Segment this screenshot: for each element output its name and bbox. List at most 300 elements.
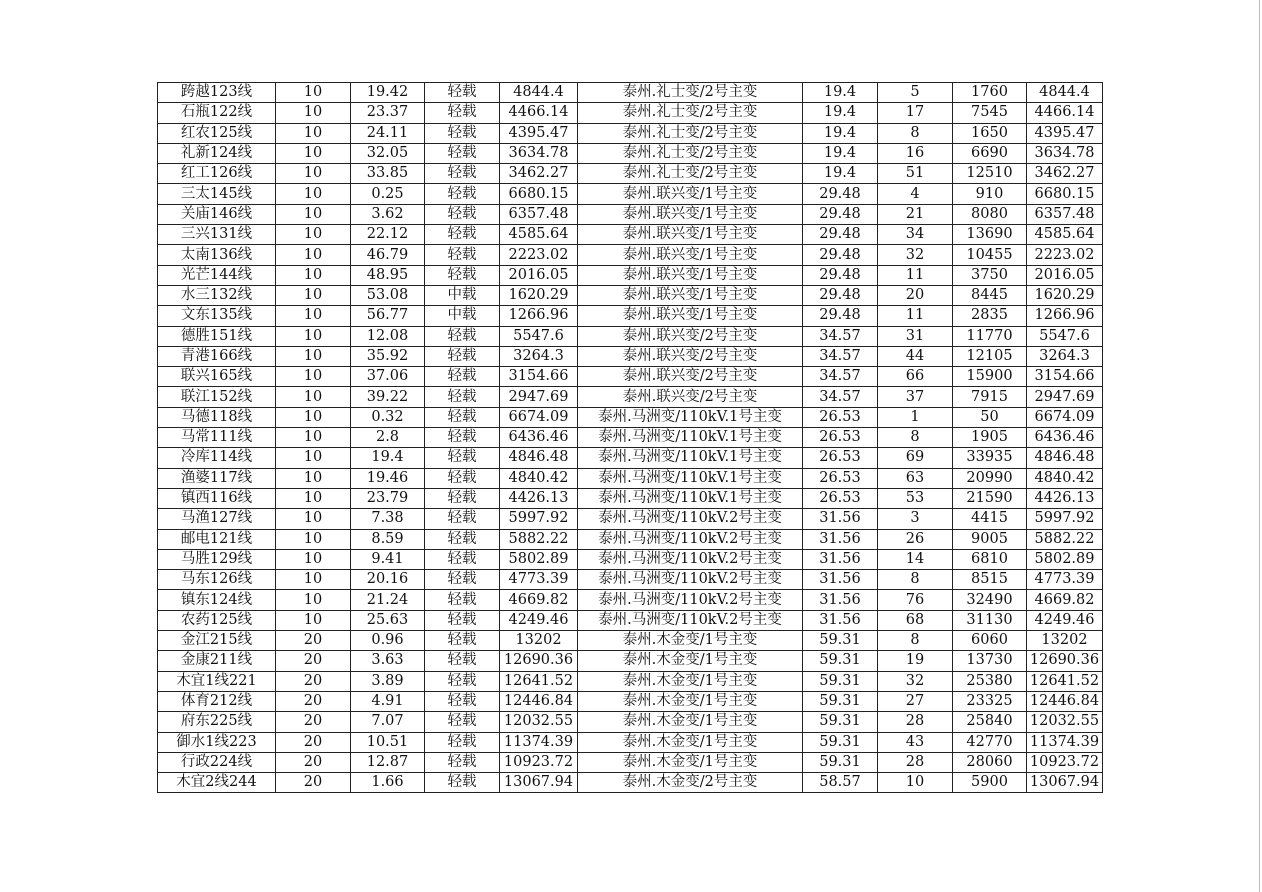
cell-customer-count: 5: [878, 83, 953, 103]
cell-load-status: 轻载: [425, 225, 500, 245]
cell-line-name: 木宜2线244: [158, 773, 276, 793]
cell-remaining-capacity: 4844.4: [500, 83, 578, 103]
cell-available-capacity: 12690.36: [1027, 651, 1103, 671]
cell-transformer-load: 31.56: [803, 590, 878, 610]
cell-transformer-load: 34.57: [803, 387, 878, 407]
cell-load-status: 轻载: [425, 752, 500, 772]
cell-customer-count: 16: [878, 143, 953, 163]
cell-remaining-capacity: 4585.64: [500, 225, 578, 245]
cell-remaining-capacity: 1266.96: [500, 306, 578, 326]
cell-capacity: 2835: [953, 306, 1027, 326]
cell-capacity: 7545: [953, 103, 1027, 123]
cell-load-rate: 35.92: [351, 346, 425, 366]
cell-load-status: 轻载: [425, 488, 500, 508]
cell-transformer-load: 59.31: [803, 631, 878, 651]
cell-transformer-load: 26.53: [803, 428, 878, 448]
cell-customer-count: 26: [878, 529, 953, 549]
cell-line-name: 文东135线: [158, 306, 276, 326]
cell-voltage: 20: [276, 773, 351, 793]
cell-customer-count: 43: [878, 732, 953, 752]
cell-transformer: 泰州.联兴变/2号主变: [578, 387, 803, 407]
cell-load-status: 轻载: [425, 245, 500, 265]
cell-capacity: 3750: [953, 265, 1027, 285]
cell-transformer: 泰州.木金变/1号主变: [578, 671, 803, 691]
cell-line-name: 马德118线: [158, 407, 276, 427]
cell-available-capacity: 3634.78: [1027, 143, 1103, 163]
cell-transformer: 泰州.马洲变/110kV.2号主变: [578, 509, 803, 529]
cell-available-capacity: 5547.6: [1027, 326, 1103, 346]
cell-remaining-capacity: 11374.39: [500, 732, 578, 752]
table-row: [158, 164, 1103, 184]
cell-voltage: 10: [276, 367, 351, 387]
cell-remaining-capacity: 5882.22: [500, 529, 578, 549]
cell-voltage: 10: [276, 123, 351, 143]
cell-available-capacity: 5997.92: [1027, 509, 1103, 529]
cell-transformer-load: 19.4: [803, 103, 878, 123]
cell-voltage: 20: [276, 651, 351, 671]
cell-line-name: 镇西116线: [158, 488, 276, 508]
cell-available-capacity: 3264.3: [1027, 346, 1103, 366]
table-row: [158, 387, 1103, 407]
cell-load-rate: 21.24: [351, 590, 425, 610]
cell-remaining-capacity: 3264.3: [500, 346, 578, 366]
cell-line-name: 马渔127线: [158, 509, 276, 529]
cell-remaining-capacity: 5547.6: [500, 326, 578, 346]
cell-available-capacity: 1620.29: [1027, 285, 1103, 305]
cell-load-rate: 7.07: [351, 712, 425, 732]
table-row: [158, 509, 1103, 529]
cell-load-rate: 19.4: [351, 448, 425, 468]
cell-transformer-load: 19.4: [803, 164, 878, 184]
cell-load-status: 轻载: [425, 773, 500, 793]
cell-voltage: 10: [276, 529, 351, 549]
cell-customer-count: 28: [878, 712, 953, 732]
cell-load-status: 轻载: [425, 570, 500, 590]
table-row: [158, 549, 1103, 569]
cell-available-capacity: 6436.46: [1027, 428, 1103, 448]
cell-load-rate: 10.51: [351, 732, 425, 752]
cell-available-capacity: 6357.48: [1027, 204, 1103, 224]
cell-load-rate: 9.41: [351, 549, 425, 569]
cell-transformer-load: 29.48: [803, 265, 878, 285]
cell-load-status: 轻载: [425, 631, 500, 651]
cell-voltage: 10: [276, 468, 351, 488]
cell-load-rate: 12.87: [351, 752, 425, 772]
table-row: [158, 529, 1103, 549]
cell-transformer-load: 26.53: [803, 488, 878, 508]
cell-load-rate: 23.37: [351, 103, 425, 123]
cell-voltage: 10: [276, 346, 351, 366]
cell-voltage: 10: [276, 610, 351, 630]
cell-line-name: 德胜151线: [158, 326, 276, 346]
cell-load-rate: 25.63: [351, 610, 425, 630]
cell-transformer: 泰州.木金变/1号主变: [578, 712, 803, 732]
table-row: [158, 407, 1103, 427]
cell-voltage: 10: [276, 549, 351, 569]
cell-transformer: 泰州.木金变/2号主变: [578, 773, 803, 793]
table-row: [158, 590, 1103, 610]
table-row: [158, 671, 1103, 691]
cell-available-capacity: 4395.47: [1027, 123, 1103, 143]
cell-transformer-load: 19.4: [803, 123, 878, 143]
cell-line-name: 渔婆117线: [158, 468, 276, 488]
cell-load-rate: 12.08: [351, 326, 425, 346]
table-row: [158, 204, 1103, 224]
cell-load-status: 轻载: [425, 712, 500, 732]
table-row: [158, 103, 1103, 123]
cell-transformer: 泰州.马洲变/110kV.2号主变: [578, 549, 803, 569]
cell-voltage: 10: [276, 306, 351, 326]
cell-available-capacity: 4773.39: [1027, 570, 1103, 590]
cell-line-name: 礼新124线: [158, 143, 276, 163]
cell-line-name: 光芒144线: [158, 265, 276, 285]
cell-available-capacity: 5882.22: [1027, 529, 1103, 549]
cell-transformer-load: 29.48: [803, 245, 878, 265]
table-row: [158, 691, 1103, 711]
cell-load-status: 轻载: [425, 509, 500, 529]
cell-transformer: 泰州.联兴变/1号主变: [578, 265, 803, 285]
table-row: [158, 367, 1103, 387]
cell-customer-count: 27: [878, 691, 953, 711]
cell-transformer-load: 59.31: [803, 651, 878, 671]
cell-transformer: 泰州.木金变/1号主变: [578, 691, 803, 711]
cell-transformer-load: 29.48: [803, 285, 878, 305]
cell-remaining-capacity: 4773.39: [500, 570, 578, 590]
cell-load-rate: 32.05: [351, 143, 425, 163]
cell-load-rate: 22.12: [351, 225, 425, 245]
cell-load-status: 轻载: [425, 671, 500, 691]
cell-load-status: 轻载: [425, 367, 500, 387]
cell-load-status: 轻载: [425, 529, 500, 549]
cell-transformer-load: 34.57: [803, 367, 878, 387]
cell-transformer: 泰州.马洲变/110kV.1号主变: [578, 407, 803, 427]
cell-remaining-capacity: 3634.78: [500, 143, 578, 163]
cell-transformer-load: 59.31: [803, 712, 878, 732]
cell-load-status: 轻载: [425, 610, 500, 630]
cell-capacity: 21590: [953, 488, 1027, 508]
cell-capacity: 8515: [953, 570, 1027, 590]
cell-capacity: 13730: [953, 651, 1027, 671]
cell-voltage: 20: [276, 671, 351, 691]
cell-transformer: 泰州.马洲变/110kV.2号主变: [578, 570, 803, 590]
cell-customer-count: 76: [878, 590, 953, 610]
cell-transformer: 泰州.联兴变/2号主变: [578, 326, 803, 346]
cell-load-status: 轻载: [425, 143, 500, 163]
cell-transformer-load: 31.56: [803, 509, 878, 529]
cell-transformer-load: 19.4: [803, 83, 878, 103]
cell-remaining-capacity: 12641.52: [500, 671, 578, 691]
cell-load-rate: 4.91: [351, 691, 425, 711]
cell-line-name: 马胜129线: [158, 549, 276, 569]
cell-load-status: 轻载: [425, 184, 500, 204]
cell-transformer-load: 34.57: [803, 346, 878, 366]
cell-available-capacity: 2016.05: [1027, 265, 1103, 285]
cell-load-rate: 19.46: [351, 468, 425, 488]
cell-voltage: 10: [276, 590, 351, 610]
cell-transformer: 泰州.马洲变/110kV.1号主变: [578, 428, 803, 448]
cell-remaining-capacity: 1620.29: [500, 285, 578, 305]
cell-voltage: 10: [276, 387, 351, 407]
cell-capacity: 9005: [953, 529, 1027, 549]
cell-available-capacity: 2947.69: [1027, 387, 1103, 407]
cell-line-name: 红农125线: [158, 123, 276, 143]
cell-load-rate: 7.38: [351, 509, 425, 529]
cell-voltage: 20: [276, 691, 351, 711]
cell-customer-count: 53: [878, 488, 953, 508]
cell-customer-count: 8: [878, 123, 953, 143]
cell-load-status: 轻载: [425, 326, 500, 346]
cell-load-status: 轻载: [425, 448, 500, 468]
cell-voltage: 10: [276, 103, 351, 123]
table-body: [158, 83, 1103, 793]
cell-remaining-capacity: 13202: [500, 631, 578, 651]
cell-capacity: 12105: [953, 346, 1027, 366]
cell-available-capacity: 13067.94: [1027, 773, 1103, 793]
cell-load-rate: 0.32: [351, 407, 425, 427]
cell-voltage: 10: [276, 285, 351, 305]
cell-load-rate: 0.96: [351, 631, 425, 651]
cell-capacity: 50: [953, 407, 1027, 427]
table-row: [158, 285, 1103, 305]
cell-transformer: 泰州.木金变/1号主变: [578, 651, 803, 671]
cell-remaining-capacity: 2016.05: [500, 265, 578, 285]
cell-customer-count: 14: [878, 549, 953, 569]
cell-line-name: 水三132线: [158, 285, 276, 305]
cell-transformer-load: 19.4: [803, 143, 878, 163]
cell-transformer: 泰州.联兴变/1号主变: [578, 204, 803, 224]
feeder-load-table: [157, 82, 1103, 793]
cell-remaining-capacity: 6357.48: [500, 204, 578, 224]
cell-capacity: 28060: [953, 752, 1027, 772]
cell-load-status: 中载: [425, 285, 500, 305]
cell-remaining-capacity: 4426.13: [500, 488, 578, 508]
cell-capacity: 31130: [953, 610, 1027, 630]
table-row: [158, 326, 1103, 346]
cell-remaining-capacity: 13067.94: [500, 773, 578, 793]
cell-capacity: 42770: [953, 732, 1027, 752]
cell-load-status: 轻载: [425, 387, 500, 407]
cell-transformer-load: 29.48: [803, 306, 878, 326]
cell-load-rate: 3.62: [351, 204, 425, 224]
cell-load-status: 轻载: [425, 468, 500, 488]
cell-load-rate: 48.95: [351, 265, 425, 285]
cell-customer-count: 34: [878, 225, 953, 245]
cell-line-name: 联江152线: [158, 387, 276, 407]
cell-customer-count: 28: [878, 752, 953, 772]
cell-voltage: 10: [276, 326, 351, 346]
cell-transformer: 泰州.马洲变/110kV.1号主变: [578, 488, 803, 508]
cell-line-name: 三太145线: [158, 184, 276, 204]
cell-available-capacity: 6680.15: [1027, 184, 1103, 204]
cell-capacity: 25840: [953, 712, 1027, 732]
cell-customer-count: 8: [878, 428, 953, 448]
cell-line-name: 冷库114线: [158, 448, 276, 468]
cell-transformer: 泰州.马洲变/110kV.2号主变: [578, 590, 803, 610]
cell-load-rate: 2.8: [351, 428, 425, 448]
table-row: [158, 773, 1103, 793]
cell-transformer-load: 31.56: [803, 529, 878, 549]
cell-load-rate: 3.63: [351, 651, 425, 671]
cell-customer-count: 21: [878, 204, 953, 224]
cell-transformer: 泰州.礼士变/2号主变: [578, 123, 803, 143]
cell-remaining-capacity: 4466.14: [500, 103, 578, 123]
cell-customer-count: 32: [878, 671, 953, 691]
cell-customer-count: 31: [878, 326, 953, 346]
cell-transformer-load: 59.31: [803, 691, 878, 711]
cell-load-rate: 3.89: [351, 671, 425, 691]
cell-load-status: 轻载: [425, 732, 500, 752]
cell-transformer: 泰州.木金变/1号主变: [578, 631, 803, 651]
cell-capacity: 13690: [953, 225, 1027, 245]
cell-load-rate: 19.42: [351, 83, 425, 103]
cell-available-capacity: 4844.4: [1027, 83, 1103, 103]
cell-capacity: 1905: [953, 428, 1027, 448]
cell-available-capacity: 13202: [1027, 631, 1103, 651]
cell-transformer-load: 31.56: [803, 570, 878, 590]
cell-line-name: 石瓶122线: [158, 103, 276, 123]
cell-available-capacity: 4846.48: [1027, 448, 1103, 468]
cell-remaining-capacity: 2223.02: [500, 245, 578, 265]
cell-line-name: 三兴131线: [158, 225, 276, 245]
cell-transformer-load: 59.31: [803, 752, 878, 772]
table-row: [158, 225, 1103, 245]
cell-customer-count: 20: [878, 285, 953, 305]
table-row: [158, 346, 1103, 366]
cell-line-name: 马常111线: [158, 428, 276, 448]
cell-available-capacity: 12032.55: [1027, 712, 1103, 732]
cell-customer-count: 4: [878, 184, 953, 204]
cell-transformer: 泰州.联兴变/2号主变: [578, 367, 803, 387]
cell-available-capacity: 3462.27: [1027, 164, 1103, 184]
cell-load-rate: 1.66: [351, 773, 425, 793]
cell-remaining-capacity: 3462.27: [500, 164, 578, 184]
cell-load-status: 轻载: [425, 123, 500, 143]
cell-load-rate: 33.85: [351, 164, 425, 184]
table-row: [158, 570, 1103, 590]
cell-voltage: 10: [276, 488, 351, 508]
cell-load-status: 轻载: [425, 549, 500, 569]
cell-voltage: 20: [276, 752, 351, 772]
cell-remaining-capacity: 6436.46: [500, 428, 578, 448]
cell-line-name: 太南136线: [158, 245, 276, 265]
cell-available-capacity: 4249.46: [1027, 610, 1103, 630]
cell-remaining-capacity: 4249.46: [500, 610, 578, 630]
cell-available-capacity: 1266.96: [1027, 306, 1103, 326]
cell-customer-count: 63: [878, 468, 953, 488]
cell-line-name: 木宜1线221: [158, 671, 276, 691]
table-row: [158, 488, 1103, 508]
cell-transformer: 泰州.礼士变/2号主变: [578, 83, 803, 103]
cell-available-capacity: 6674.09: [1027, 407, 1103, 427]
cell-capacity: 8080: [953, 204, 1027, 224]
cell-transformer-load: 31.56: [803, 610, 878, 630]
cell-capacity: 1760: [953, 83, 1027, 103]
cell-voltage: 10: [276, 448, 351, 468]
cell-load-rate: 23.79: [351, 488, 425, 508]
cell-load-status: 轻载: [425, 651, 500, 671]
cell-voltage: 20: [276, 732, 351, 752]
cell-available-capacity: 4585.64: [1027, 225, 1103, 245]
cell-voltage: 10: [276, 204, 351, 224]
cell-load-rate: 53.08: [351, 285, 425, 305]
cell-customer-count: 10: [878, 773, 953, 793]
cell-transformer-load: 34.57: [803, 326, 878, 346]
cell-capacity: 1650: [953, 123, 1027, 143]
cell-load-status: 轻载: [425, 204, 500, 224]
cell-customer-count: 69: [878, 448, 953, 468]
cell-load-status: 轻载: [425, 83, 500, 103]
cell-line-name: 邮电121线: [158, 529, 276, 549]
cell-line-name: 府东225线: [158, 712, 276, 732]
table-row: [158, 265, 1103, 285]
cell-load-status: 轻载: [425, 428, 500, 448]
cell-customer-count: 44: [878, 346, 953, 366]
cell-line-name: 金江215线: [158, 631, 276, 651]
cell-voltage: 20: [276, 631, 351, 651]
cell-line-name: 马东126线: [158, 570, 276, 590]
cell-line-name: 联兴165线: [158, 367, 276, 387]
cell-customer-count: 19: [878, 651, 953, 671]
cell-transformer-load: 31.56: [803, 549, 878, 569]
cell-remaining-capacity: 2947.69: [500, 387, 578, 407]
table-row: [158, 752, 1103, 772]
cell-customer-count: 11: [878, 306, 953, 326]
cell-available-capacity: 2223.02: [1027, 245, 1103, 265]
cell-voltage: 10: [276, 83, 351, 103]
cell-remaining-capacity: 6674.09: [500, 407, 578, 427]
table-row: [158, 184, 1103, 204]
cell-transformer-load: 59.31: [803, 671, 878, 691]
cell-transformer: 泰州.联兴变/1号主变: [578, 245, 803, 265]
cell-voltage: 10: [276, 143, 351, 163]
cell-remaining-capacity: 4846.48: [500, 448, 578, 468]
cell-voltage: 10: [276, 509, 351, 529]
cell-capacity: 11770: [953, 326, 1027, 346]
cell-line-name: 金康211线: [158, 651, 276, 671]
cell-transformer-load: 59.31: [803, 732, 878, 752]
cell-load-status: 轻载: [425, 691, 500, 711]
cell-capacity: 20990: [953, 468, 1027, 488]
cell-transformer: 泰州.马洲变/110kV.2号主变: [578, 610, 803, 630]
cell-transformer: 泰州.礼士变/2号主变: [578, 103, 803, 123]
cell-transformer: 泰州.木金变/1号主变: [578, 752, 803, 772]
table-row: [158, 306, 1103, 326]
cell-transformer: 泰州.马洲变/110kV.1号主变: [578, 448, 803, 468]
cell-capacity: 7915: [953, 387, 1027, 407]
cell-transformer: 泰州.联兴变/1号主变: [578, 184, 803, 204]
table-row: [158, 468, 1103, 488]
cell-capacity: 12510: [953, 164, 1027, 184]
cell-customer-count: 1: [878, 407, 953, 427]
cell-load-rate: 39.22: [351, 387, 425, 407]
cell-transformer: 泰州.联兴变/1号主变: [578, 306, 803, 326]
cell-line-name: 红工126线: [158, 164, 276, 184]
table-row: [158, 712, 1103, 732]
cell-capacity: 4415: [953, 509, 1027, 529]
cell-load-status: 轻载: [425, 346, 500, 366]
cell-transformer-load: 26.53: [803, 448, 878, 468]
cell-load-status: 轻载: [425, 164, 500, 184]
cell-customer-count: 51: [878, 164, 953, 184]
cell-load-rate: 24.11: [351, 123, 425, 143]
cell-transformer: 泰州.礼士变/2号主变: [578, 164, 803, 184]
cell-remaining-capacity: 6680.15: [500, 184, 578, 204]
cell-transformer-load: 29.48: [803, 184, 878, 204]
cell-load-rate: 20.16: [351, 570, 425, 590]
cell-transformer: 泰州.木金变/1号主变: [578, 732, 803, 752]
cell-transformer-load: 58.57: [803, 773, 878, 793]
cell-capacity: 15900: [953, 367, 1027, 387]
